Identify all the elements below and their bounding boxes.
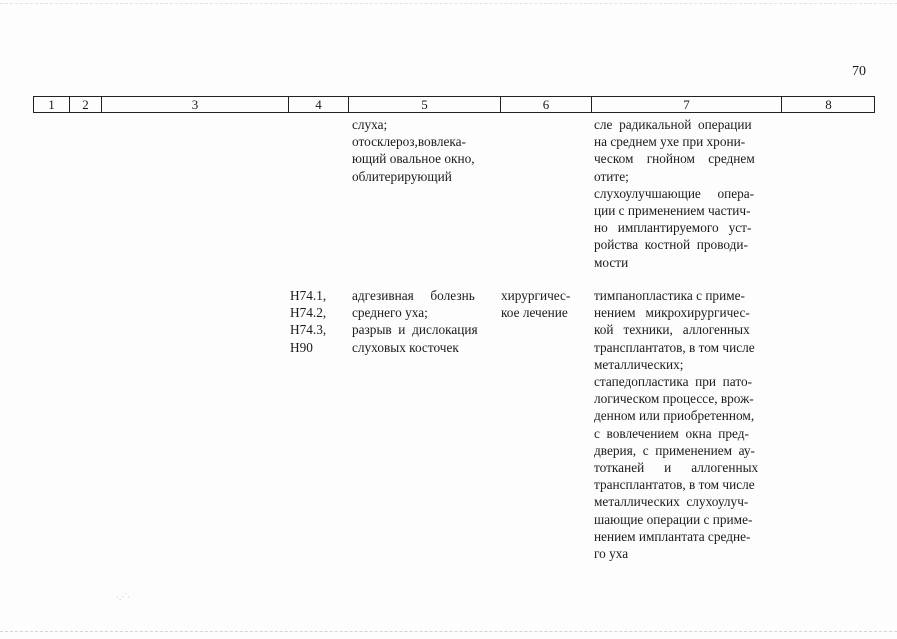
- row2-codes: [290, 287, 342, 356]
- header-col-6: 6: [500, 97, 591, 113]
- method-line: кой техники, аллогенных: [594, 322, 750, 338]
- table-header-row: [33, 96, 875, 113]
- header-col-3: 3: [101, 97, 288, 113]
- row2-treatment-type: [501, 287, 581, 321]
- page-number: 70: [852, 64, 866, 79]
- header-col-2: 2: [69, 97, 101, 113]
- method-line: денном или приобретенном,: [594, 408, 755, 424]
- method-line: на среднем ухе при хрони-: [594, 134, 746, 150]
- code-line: H74.1,: [290, 288, 327, 303]
- scan-edge-top: [0, 3, 897, 5]
- diagnosis-line: ющий овальное окно,: [352, 151, 475, 167]
- method-line: трансплантатов, в том числе: [594, 339, 755, 355]
- word: вовлека-: [417, 134, 466, 150]
- method-line: логическом процессе, врож-: [594, 391, 754, 407]
- diagnosis-line: слуховых косточек: [352, 339, 459, 355]
- header-col-8: 8: [781, 97, 875, 113]
- header-col-1: 1: [48, 97, 55, 112]
- code-line: H90: [290, 339, 313, 355]
- method-line: отите;: [594, 168, 629, 184]
- diagnosis-line: адгезивная болезнь: [352, 288, 475, 303]
- method-line: го уха: [594, 546, 629, 562]
- diagnosis-line: слуха;: [352, 117, 388, 132]
- scan-noise-mark: ·.·´·: [116, 592, 131, 602]
- method-line: с вовлечением окна пред-: [594, 425, 749, 441]
- row2-method: [594, 287, 776, 562]
- treatment-type-line: хирургичес-: [501, 288, 571, 303]
- header-col-4: 4: [288, 97, 348, 113]
- method-line: тотканей и аллогенных: [594, 460, 759, 476]
- diagnosis-line: облитерирующий: [352, 168, 452, 184]
- method-line: нением микрохирургичес-: [594, 305, 750, 321]
- row1-method: [594, 116, 776, 271]
- method-line: но имплантируемого уст-: [594, 220, 752, 236]
- method-line: слухоулучшающие опера-: [594, 185, 755, 201]
- diagnosis-line: среднего уха;: [352, 305, 428, 321]
- method-line: ции с применением частич-: [594, 203, 751, 219]
- method-line: шающие операции с приме-: [594, 511, 753, 527]
- row2-diagnosis: [352, 287, 494, 356]
- header-col-7: 7: [591, 97, 781, 113]
- method-line: стапедопластика при пато-: [594, 374, 753, 390]
- method-line: металлических слухоулуч-: [594, 494, 749, 510]
- diagnosis-line: разрыв и дислокация: [352, 322, 478, 338]
- row1-diagnosis: [352, 116, 494, 185]
- method-line: мости: [594, 254, 629, 270]
- code-line: H74.2,: [290, 305, 327, 321]
- method-line: трансплантатов, в том числе: [594, 477, 755, 493]
- header-col-5: 5: [348, 97, 500, 113]
- diagnosis-line: [352, 133, 494, 150]
- treatment-type-line: кое лечение: [501, 305, 568, 321]
- method-line: ческом гнойном среднем: [594, 151, 755, 167]
- method-line: сле радикальной операции: [594, 117, 752, 132]
- method-line: металлических;: [594, 356, 684, 372]
- method-line: ройства костной проводи-: [594, 237, 748, 253]
- method-line: нением имплантата средне-: [594, 528, 751, 544]
- scan-edge-bottom: [0, 631, 897, 633]
- method-line: тимпанопластика с приме-: [594, 288, 745, 303]
- word: отосклероз,: [352, 134, 418, 150]
- code-line: H74.3,: [290, 322, 327, 338]
- method-line: дверия, с применением ау-: [594, 442, 755, 458]
